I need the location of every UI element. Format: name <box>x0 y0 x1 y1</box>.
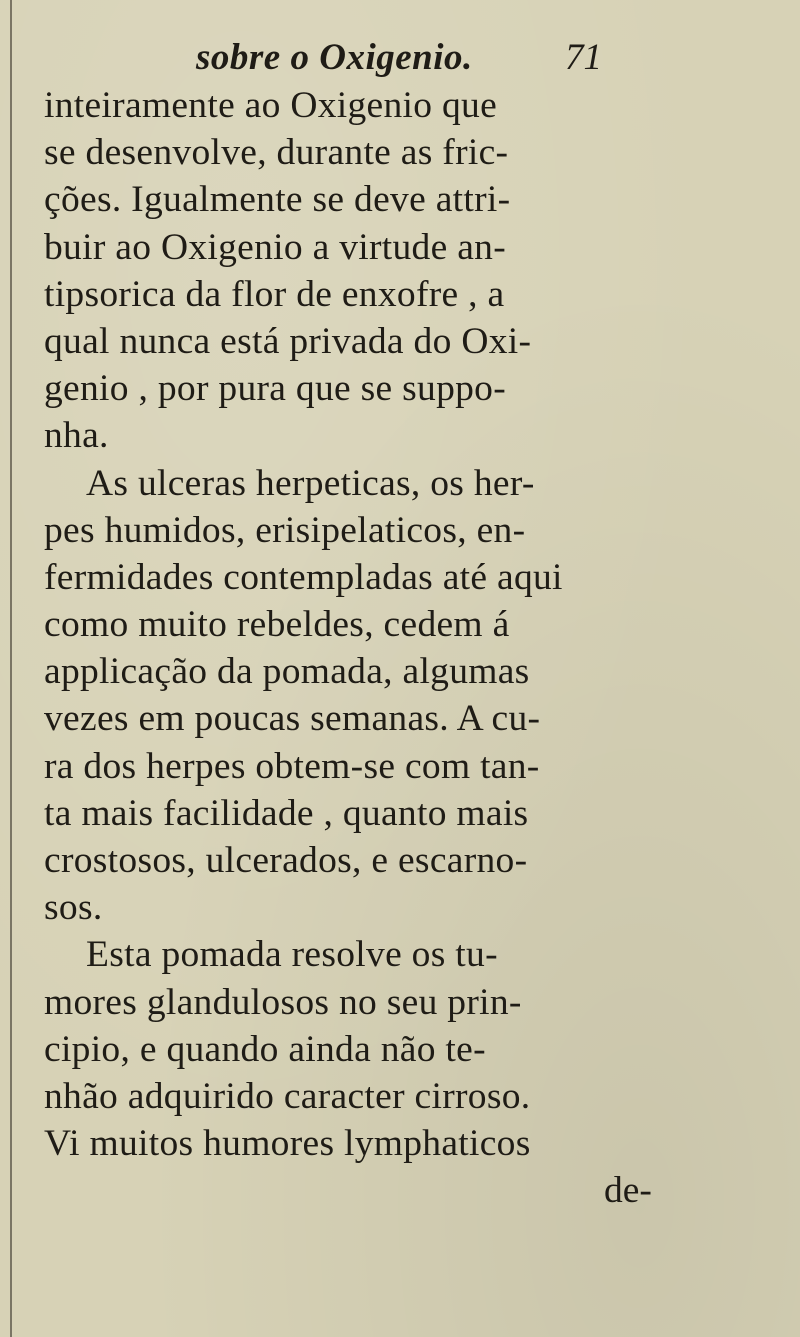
text-line: inteiramente ao Oxigenio que <box>44 85 498 126</box>
text-line: como muito rebeldes, cedem á <box>44 604 510 646</box>
text-line: ta mais facilidade , quanto mais <box>44 792 529 834</box>
text-line: fermidades contempladas até aqui <box>44 556 563 598</box>
running-title: sobre o Oxigenio. <box>196 37 473 78</box>
text-line: vezes em poucas semanas. A cu- <box>44 698 541 740</box>
text-line: cipio, e quando ainda não te- <box>44 1028 486 1070</box>
text-line: crostosos, ulcerados, e escarno- <box>44 840 528 881</box>
text-line: nha. <box>44 415 109 457</box>
text-line: applicação da pomada, algumas <box>44 651 530 693</box>
text-line: sos. <box>44 887 103 929</box>
text-line: qual nunca está privada do Oxi- <box>44 320 532 362</box>
page-number: 71 <box>565 37 602 78</box>
paragraph-start-line: As ulceras herpeticas, os her- <box>86 462 535 504</box>
paragraph-start-line: Esta pomada resolve os tu- <box>86 934 498 976</box>
text-line: tipsorica da flor de enxofre , a <box>44 273 505 315</box>
page-header <box>0 36 800 86</box>
body-text <box>44 82 764 1215</box>
page-edge-line <box>10 0 12 1337</box>
text-line: buir ao Oxigenio a virtude an- <box>44 226 506 268</box>
text-line: se desenvolve, durante as fric- <box>44 132 509 174</box>
text-line: mores glandulosos no seu prin- <box>44 981 522 1023</box>
text-line: ra dos herpes obtem-se com tan- <box>44 745 540 787</box>
text-line: genio , por pura que se suppo- <box>44 368 507 410</box>
text-line: Vi muitos humores lymphaticos <box>44 1123 531 1165</box>
text-line: ções. Igualmente se deve attri- <box>44 179 511 221</box>
text-line: pes humidos, erisipelaticos, en- <box>44 509 526 551</box>
catchword: de- <box>604 1170 652 1212</box>
text-line: nhão adquirido caracter cirroso. <box>44 1075 531 1117</box>
